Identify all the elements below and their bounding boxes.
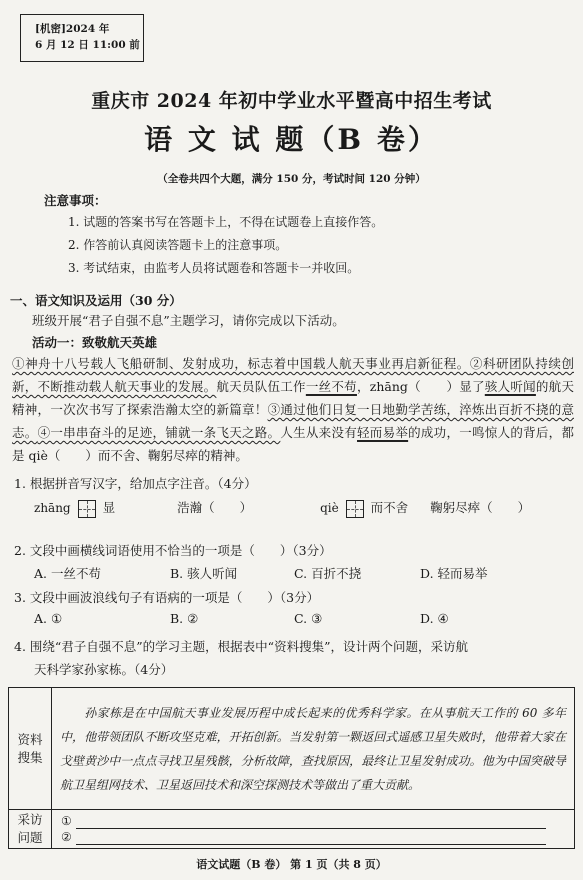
label-text: 问题 bbox=[17, 830, 43, 845]
secret-line1: [机密]2024 年 bbox=[35, 23, 110, 35]
secret-line2: 6 月 12 日 11:00 前 bbox=[35, 39, 140, 51]
mark: ① bbox=[61, 814, 72, 828]
pinyin-c: qiè bbox=[320, 501, 339, 515]
reading-passage bbox=[12, 352, 574, 467]
question-4-stem: 4. 围绕“君子自强不息”的学习主题，根据表中“资料搜集”，设计两个问题，采访航 bbox=[14, 639, 468, 654]
passage-text: 航天员队伍工作 bbox=[216, 379, 306, 394]
q2-option-c[interactable]: C. 百折不挠 bbox=[294, 566, 362, 581]
fill-line[interactable] bbox=[76, 832, 546, 845]
sentence-1: ①神舟十八号载人飞船研制、发射成功，标志着中国载人航天事业再启新征程。 bbox=[12, 356, 470, 371]
notice-item: 2. 作答前认真阅读答题卡上的注意事项。 bbox=[68, 238, 288, 252]
question-1-items bbox=[34, 498, 574, 518]
activity-title: 活动一：致敬航天英雄 bbox=[32, 335, 158, 350]
q2-option-a[interactable]: A. 一丝不苟 bbox=[34, 566, 101, 581]
material-label bbox=[9, 688, 52, 810]
section-intro: 班级开展“君子自强不息”主题学习，请你完成以下活动。 bbox=[32, 313, 345, 328]
notice-title: 注意事项： bbox=[44, 193, 107, 208]
label-text: 采访 bbox=[17, 812, 43, 827]
pinyin-a: zhāng bbox=[34, 501, 71, 515]
fill-line[interactable] bbox=[76, 816, 546, 829]
notice-item: 1. 试题的答案书写在答题卡上，不得在试题卷上直接作答。 bbox=[68, 215, 384, 229]
underlined-word-d: 轻而易举 bbox=[357, 425, 409, 440]
answer-line-1[interactable] bbox=[53, 813, 573, 829]
q2-option-b[interactable]: B. 骇人听闻 bbox=[170, 566, 238, 581]
passage-text: ，zhāng（ ）显了 bbox=[356, 379, 485, 394]
q3-option-b[interactable]: B. ② bbox=[170, 611, 199, 626]
label-text: 资料 bbox=[17, 731, 43, 747]
passage-text: 的成功，一鸣惊人的背后，都是 qiè（ ）而不舍、鞠躬尽瘁的精神。 bbox=[12, 425, 574, 463]
q3-option-d[interactable]: D. ④ bbox=[420, 611, 449, 626]
section-heading: 一、语文知识及运用（30 分） bbox=[10, 293, 182, 308]
interview-answer-area[interactable] bbox=[52, 810, 575, 849]
notice-item: 3. 考试结束，由监考人员将试题卷和答题卡一并收回。 bbox=[68, 261, 360, 275]
sentence-2: ②科研团队持续创新，不断推动载人航天事业的发展。 bbox=[12, 356, 574, 394]
passage-text: 人生从来没有 bbox=[280, 425, 358, 440]
exam-title: 重庆市 2024 年初中学业水平暨高中招生考试 bbox=[91, 90, 492, 112]
confidential-box bbox=[20, 14, 144, 62]
material-text: 孙家栋是在中国航天事业发展历程中成长起来的优秀科学家。在从事航天工作的 60 多年中，他带领团队不断攻坚克难，开拓创新。当发射第一颗返回式遥感卫星失败时，他带着大家在戈壁黄沙中一点点寻找卫星残骸，分析故障，查找原因，最终让卫星发射成功。他为中国突破导航卫星组网技术、卫星返回技术和深空探测技术等做出了重大贡献。 bbox=[60, 705, 566, 792]
q2-option-d[interactable]: D. 轻而易举 bbox=[420, 566, 488, 581]
q1-item-b: 浩瀚（ ） bbox=[177, 500, 253, 515]
mark: ② bbox=[61, 830, 72, 844]
answer-grid-box[interactable] bbox=[346, 500, 364, 518]
label-text: 搜集 bbox=[17, 749, 43, 765]
material-table bbox=[8, 687, 575, 849]
answer-grid-box[interactable] bbox=[78, 500, 96, 518]
q1-item-d: 鞠躬尽瘁（ ） bbox=[430, 500, 531, 515]
page-footer: 语文试题（B 卷） 第 1 页（共 8 页） bbox=[196, 858, 387, 871]
passage-text: 的航天精神，一次次书写了探索浩瀚太空的新篇章！ bbox=[12, 379, 574, 417]
q3-option-c[interactable]: C. ③ bbox=[294, 611, 323, 626]
question-4-stem-cont: 天科学家孙家栋。（4分） bbox=[34, 662, 174, 677]
subject-title: 语 文 试 题（B 卷） bbox=[144, 123, 439, 156]
sentence-4: ④一串串奋斗的足迹，铺就一条飞天之路。 bbox=[37, 425, 281, 440]
underlined-word-b: 骇人听闻 bbox=[484, 379, 536, 394]
question-1-stem: 1. 根据拼音写汉字，给加点字注音。（4分） bbox=[14, 476, 257, 491]
sentence-3: ③通过他们日复一日地勤学苦练，淬炼出百折不挠的意志。 bbox=[12, 402, 574, 440]
q1-text: 显 bbox=[102, 500, 116, 515]
q1-text: 而不舍 bbox=[370, 500, 409, 515]
material-content bbox=[52, 688, 575, 810]
answer-line-2[interactable] bbox=[53, 829, 573, 845]
question-3-stem: 3. 文段中画波浪线句子有语病的一项是（ ）（3分） bbox=[14, 590, 320, 605]
q3-option-a[interactable]: A. ① bbox=[34, 611, 63, 626]
question-2-stem: 2. 文段中画横线词语使用不恰当的一项是（ ）（3分） bbox=[14, 543, 332, 558]
interview-label bbox=[9, 810, 52, 849]
exam-info: （全卷共四个大题，满分 150 分，考试时间 120 分钟） bbox=[157, 173, 426, 185]
underlined-word-a: 一丝不苟 bbox=[305, 379, 357, 394]
